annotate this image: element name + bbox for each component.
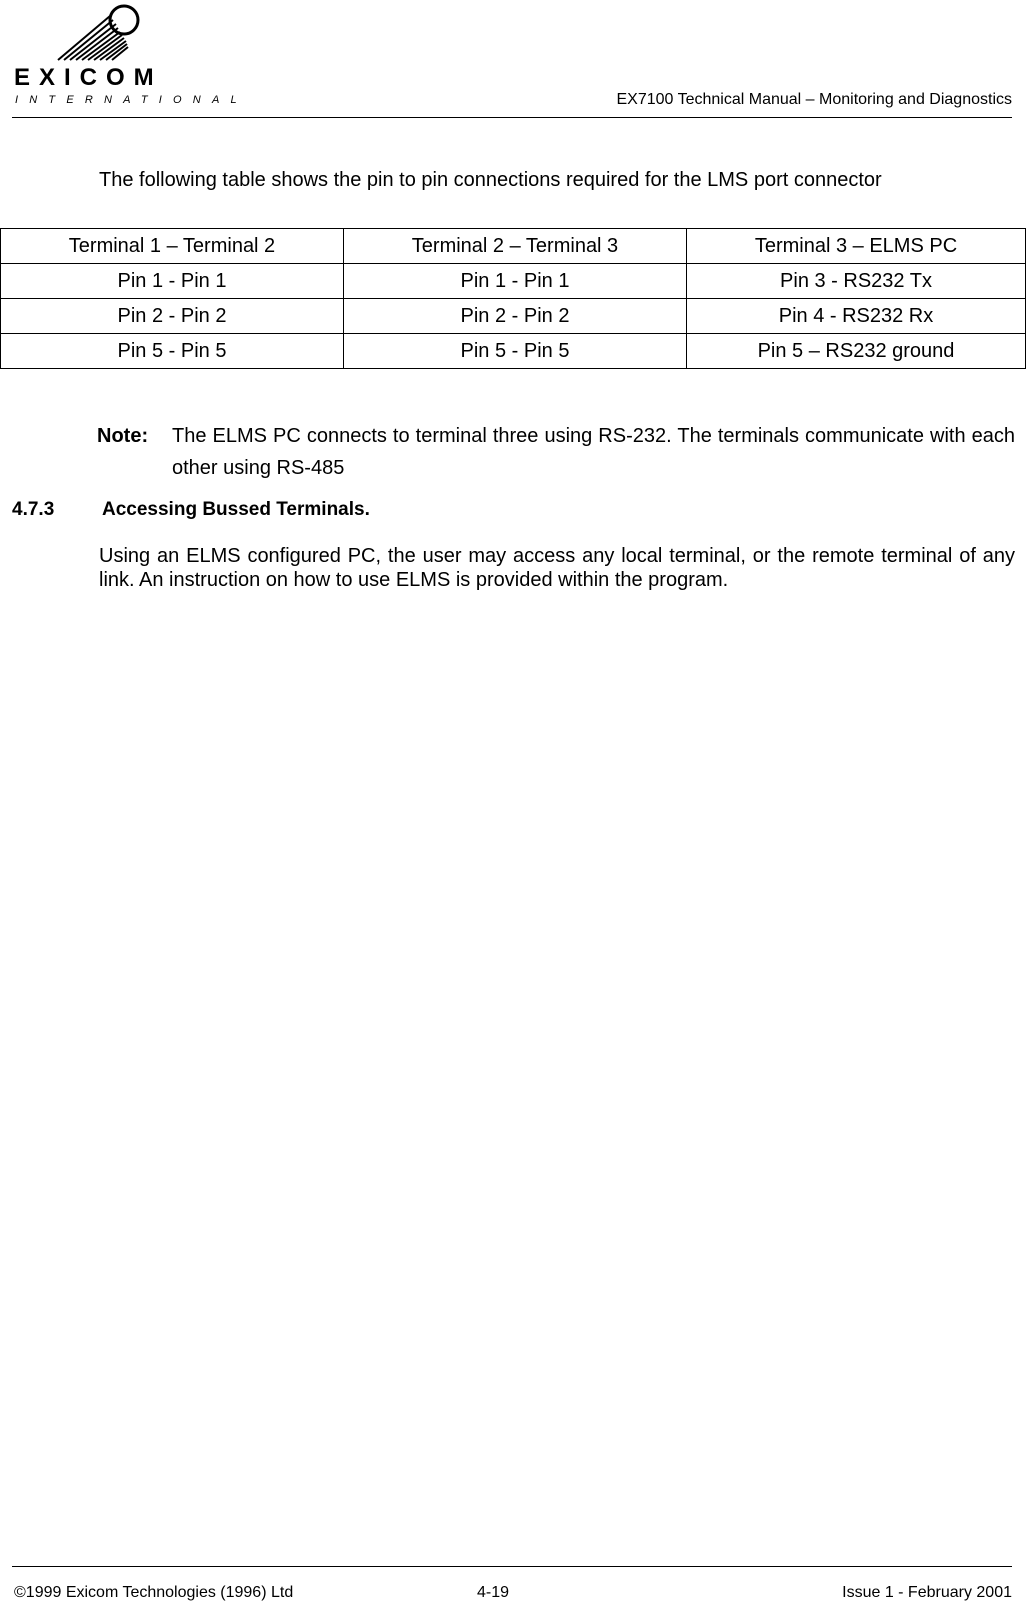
table-cell: Pin 1 - Pin 1 — [344, 264, 687, 299]
note-block — [97, 420, 1015, 484]
table-header-cell: Terminal 2 – Terminal 3 — [344, 229, 687, 264]
header-divider — [12, 117, 1012, 118]
company-logo — [14, 2, 248, 108]
table-header-cell: Terminal 1 – Terminal 2 — [1, 229, 344, 264]
section-title: Accessing Bussed Terminals. — [102, 499, 370, 520]
logo-subtitle: INTERNATIONAL — [15, 94, 248, 106]
table-cell: Pin 3 - RS232 Tx — [687, 264, 1026, 299]
table-cell: Pin 5 - Pin 5 — [1, 334, 344, 369]
table-header-cell: Terminal 3 – ELMS PC — [687, 229, 1026, 264]
logo-emblem-icon — [14, 2, 182, 66]
footer-issue: Issue 1 - February 2001 — [842, 1584, 1012, 1601]
section-body: Using an ELMS configured PC, the user may access any local terminal, or the remote terminal of any link. An instruction on how to use ELMS is provided within the program. — [99, 545, 1015, 591]
section-heading — [12, 498, 370, 522]
header-title: EX7100 Technical Manual – Monitoring and Diagnostics — [616, 91, 1012, 108]
intro-text: The following table shows the pin to pin connections required for the LMS port connector — [99, 169, 882, 191]
table-cell: Pin 5 - Pin 5 — [344, 334, 687, 369]
footer-copyright: ©1999 Exicom Technologies (1996) Ltd — [14, 1584, 294, 1601]
note-text: The ELMS PC connects to terminal three using RS-232. The terminals communicate with each other using RS-485 — [172, 425, 1015, 479]
table-cell: Pin 4 - RS232 Rx — [687, 299, 1026, 334]
table-header-row — [1, 229, 1026, 264]
table-row — [1, 299, 1026, 334]
table-cell: Pin 2 - Pin 2 — [344, 299, 687, 334]
footer-divider — [12, 1566, 1012, 1567]
table-cell: Pin 2 - Pin 2 — [1, 299, 344, 334]
table-cell: Pin 5 – RS232 ground — [687, 334, 1026, 369]
pin-connection-table — [0, 228, 1026, 369]
section-number: 4.7.3 — [12, 499, 55, 520]
table-row — [1, 334, 1026, 369]
logo-wordmark: EXICOM — [14, 64, 163, 91]
table-row — [1, 264, 1026, 299]
note-label: Note: — [97, 425, 149, 447]
footer-page-number: 4-19 — [477, 1584, 510, 1601]
table-cell: Pin 1 - Pin 1 — [1, 264, 344, 299]
